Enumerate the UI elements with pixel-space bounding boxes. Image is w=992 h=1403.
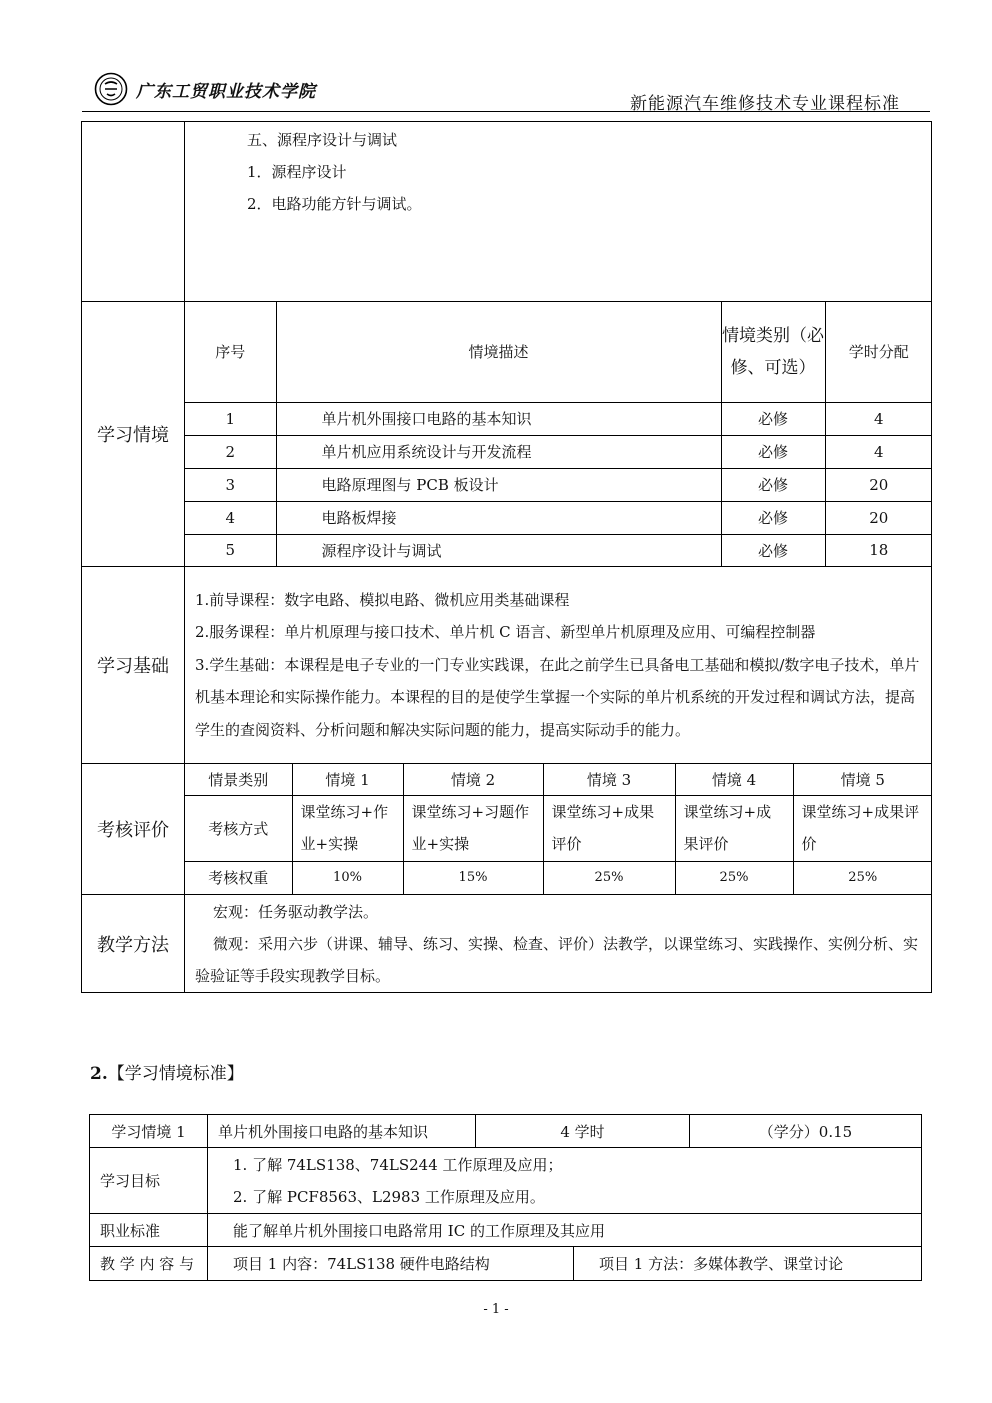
- situation-type: 必修: [721, 402, 825, 435]
- course-standard-table: [81, 121, 932, 993]
- assessment-weight: 25%: [675, 861, 793, 894]
- col-header-type-text: 情境类别（必修、可选）: [722, 325, 824, 378]
- assessment-method: 课堂练习+成果评价: [793, 795, 932, 861]
- situation-name-label: 学习情境 1: [90, 1115, 208, 1148]
- professional-standard: 能了解单片机外围接口电路常用 IC 的工作原理及其应用: [208, 1214, 922, 1247]
- situation-desc: 单片机外围接口电路的基本知识: [276, 402, 721, 435]
- situation-no: 2: [185, 435, 276, 468]
- section-number: 2.: [90, 1064, 108, 1084]
- situation-row: [185, 468, 932, 501]
- situation-name: 单片机外围接口电路的基本知识: [208, 1115, 476, 1148]
- teaching-methods-cell: [185, 895, 932, 993]
- situation-no: 5: [185, 534, 276, 566]
- col-header-type: [721, 302, 825, 402]
- assessment-table: [185, 764, 932, 894]
- assessment-method-row: [185, 795, 932, 861]
- situation-no: 3: [185, 468, 276, 501]
- situation-hours: 18: [825, 534, 932, 566]
- assessment-row: [82, 764, 932, 895]
- assessment-cell: [185, 764, 932, 895]
- content-row-label: [82, 122, 185, 302]
- content-row: [82, 122, 932, 302]
- basis-paragraph: 2.服务课程：单片机原理与接口技术、单片机 C 语言、新型单片机原理及应用、可编程控制器: [195, 623, 816, 642]
- goal-item: 2. 了解 PCF8563、L2983 工作原理及应用。: [233, 1187, 545, 1206]
- situation-header-row: [185, 302, 932, 402]
- situation-hours: 20: [825, 501, 932, 534]
- assessment-header: 情境 3: [543, 764, 675, 795]
- learning-situation-row: [82, 302, 932, 567]
- situation-hours: 4: [825, 435, 932, 468]
- content-method-row: [90, 1247, 922, 1281]
- learning-basis-row: [82, 567, 932, 764]
- content-line: 2．电路功能方针与调试。: [247, 195, 422, 213]
- teaching-methods-label: 教学方法: [82, 895, 185, 993]
- basis-paragraph: 3.学生基础：本课程是电子专业的一门专业实践课，在此之前学生已具备电工基础和模拟/数字电子技术，单片机基本理论和实际操作能力。本课程的目的是使学生掌握一个实际的单片机系统的开发过程和调试方法，提高学生的查阅资料、分析问题和解决实际问题的能力，提高实际动手的能力。: [195, 655, 920, 739]
- situation-desc: 单片机应用系统设计与开发流程: [276, 435, 721, 468]
- situation-row: [185, 501, 932, 534]
- content-method-label: 教 学 内 容 与: [90, 1247, 208, 1281]
- situation-desc: 源程序设计与调试: [276, 534, 721, 566]
- assessment-weight-row: [185, 861, 932, 894]
- assessment-weight-label: 考核权重: [185, 861, 292, 894]
- standard-title-row: [90, 1115, 922, 1148]
- professional-standard-row: [90, 1214, 922, 1247]
- situation-hours: 4: [825, 402, 932, 435]
- situation-no: 1: [185, 402, 276, 435]
- goal-cell: [208, 1148, 922, 1214]
- basis-paragraph: 1.前导课程：数字电路、模拟电路、微机应用类基础课程: [195, 590, 570, 609]
- project-content: 项目 1 内容：74LS138 硬件电路结构: [208, 1247, 574, 1281]
- col-header-hours: 学时分配: [825, 302, 932, 402]
- situation-type: 必修: [721, 501, 825, 534]
- assessment-header: 情景类别: [185, 764, 292, 795]
- situation-credit: （学分）0.15: [690, 1115, 922, 1148]
- assessment-method-label: 考核方式: [185, 795, 292, 861]
- situation-hours: 20: [825, 468, 932, 501]
- learning-basis-label: 学习基础: [82, 567, 185, 764]
- situation-row: [185, 435, 932, 468]
- teaching-methods-row: [82, 895, 932, 993]
- assessment-header-row: [185, 764, 932, 795]
- situation-row: [185, 402, 932, 435]
- learning-situation-cell: [185, 302, 932, 567]
- situation-hours: 4 学时: [476, 1115, 690, 1148]
- assessment-method: 课堂练习+习题作业+实操: [403, 795, 543, 861]
- method-paragraph: 宏观：任务驱动教学法。: [213, 902, 379, 921]
- content-line: 1．源程序设计: [247, 163, 347, 181]
- assessment-label: 考核评价: [82, 764, 185, 895]
- school-logo: [94, 72, 316, 106]
- header-divider: [82, 111, 930, 112]
- situation-no: 4: [185, 501, 276, 534]
- school-seal-icon: [94, 72, 128, 106]
- assessment-weight: 10%: [292, 861, 403, 894]
- assessment-weight: 25%: [793, 861, 932, 894]
- school-name: 广东工贸职业技术学院: [136, 81, 316, 102]
- goal-row: [90, 1148, 922, 1214]
- goal-item: 1. 了解 74LS138、74LS244 工作原理及应用；: [233, 1155, 563, 1174]
- content-line: 五、源程序设计与调试: [247, 131, 398, 149]
- assessment-method: 课堂练习+成果评价: [543, 795, 675, 861]
- method-paragraph: 微观：采用六步（讲课、辅导、练习、实操、检查、评价）法教学，以课堂练习、实践操作、实例分析、实验验证等手段实现教学目标。: [195, 934, 919, 985]
- situation-type: 必修: [721, 435, 825, 468]
- situation-type: 必修: [721, 534, 825, 566]
- situation-row: [185, 534, 932, 566]
- goal-label: 学习目标: [90, 1148, 208, 1214]
- situation-desc: 电路板焊接: [276, 501, 721, 534]
- content-cell: [185, 122, 932, 302]
- assessment-header: 情境 1: [292, 764, 403, 795]
- situation-type: 必修: [721, 468, 825, 501]
- section-title: 【学习情境标准】: [107, 1064, 244, 1084]
- col-header-desc: 情境描述: [276, 302, 721, 402]
- assessment-header: 情境 4: [675, 764, 793, 795]
- assessment-method: 课堂练习+成果评价: [675, 795, 793, 861]
- project-method: 项目 1 方法：多媒体教学、课堂讨论: [574, 1247, 922, 1281]
- col-header-no: 序号: [185, 302, 276, 402]
- assessment-method: 课堂练习+作业+实操: [292, 795, 403, 861]
- assessment-header: 情境 2: [403, 764, 543, 795]
- assessment-header: 情境 5: [793, 764, 932, 795]
- situation-standard-table: [89, 1114, 922, 1281]
- professional-standard-label: 职业标准: [90, 1214, 208, 1247]
- page-number: - 1 -: [483, 1302, 509, 1317]
- situation-table: [185, 302, 932, 566]
- section-heading: [90, 1059, 244, 1084]
- assessment-weight: 15%: [403, 861, 543, 894]
- document-title: 新能源汽车维修技术专业课程标准: [630, 94, 900, 114]
- learning-situation-label: 学习情境: [82, 302, 185, 567]
- learning-basis-cell: [185, 567, 932, 764]
- assessment-weight: 25%: [543, 861, 675, 894]
- situation-desc: 电路原理图与 PCB 板设计: [276, 468, 721, 501]
